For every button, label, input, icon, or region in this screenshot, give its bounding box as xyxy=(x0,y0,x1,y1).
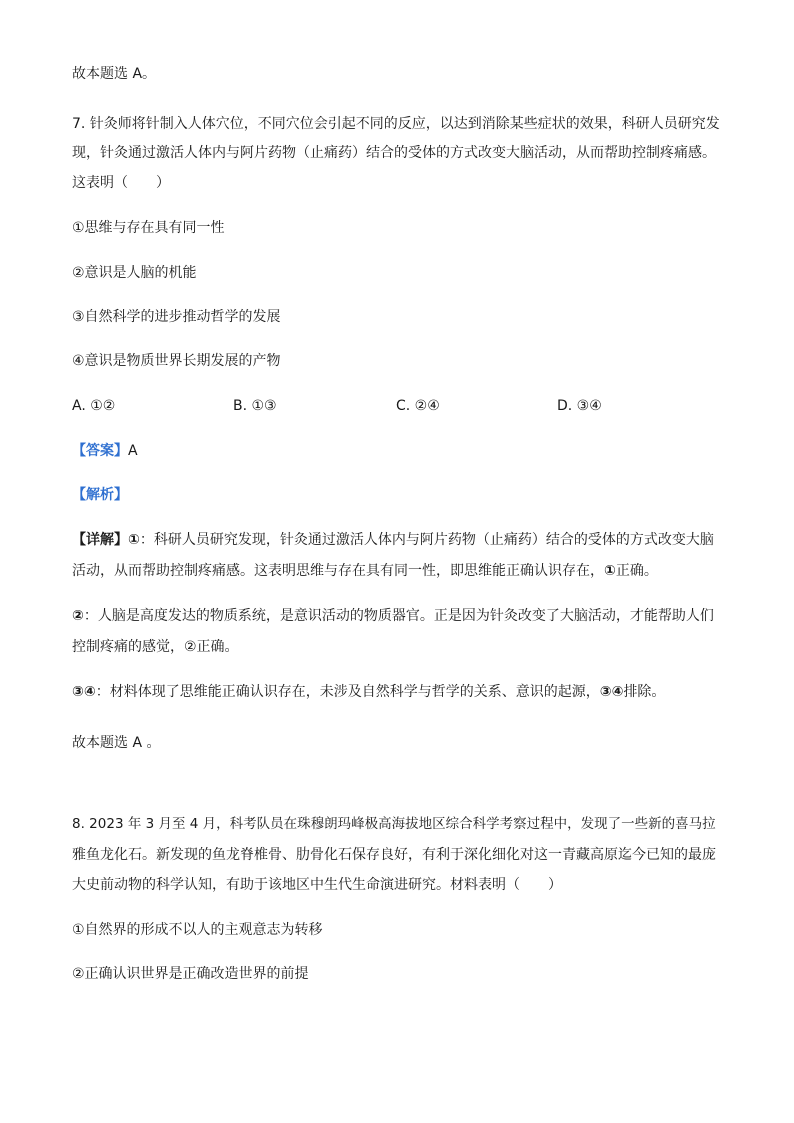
detail-1-text-2: 活动，从而帮助控制疼痛感。这表明思维与存在具有同一性，即思维能正确认识存在， xyxy=(72,563,604,579)
q8-statement-2: ②正确认识世界是正确改造世界的前提 xyxy=(72,966,309,982)
q7-option-d: D. ③④ xyxy=(557,398,602,414)
q8-stem-line-1: 8. 2023 年 3 月至 4 月，科考队员在珠穆朗玛峰极高海拔地区综合科学考察过程中，发现了一些新的喜马拉 xyxy=(72,816,716,832)
q7-statement-1: ①思维与存在具有同一性 xyxy=(72,220,225,236)
q7-stem-line-2: 现，针灸通过激活人体内与阿片药物（止痛药）结合的受体的方式改变大脑活动，从而帮助控制疼痛感。 xyxy=(72,145,716,161)
q7-detail-1-line-2 xyxy=(72,561,658,581)
q7-option-a: A. ①② xyxy=(72,398,116,414)
q7-answer xyxy=(72,441,138,461)
q7-analysis-heading xyxy=(72,485,128,505)
q7-statement-2: ②意识是人脑的机能 xyxy=(72,265,197,281)
q7-stem-line-3: 这表明（ ） xyxy=(72,175,170,191)
answer-tag: 【答案】 xyxy=(72,443,128,459)
q7-option-c: C. ②④ xyxy=(396,398,440,414)
q7-detail-2-line-1 xyxy=(72,606,714,626)
detail-2-marker: ② xyxy=(72,608,84,624)
q8-stem-line-2: 雅鱼龙化石。新发现的鱼龙脊椎骨、肋骨化石保存良好，有利于深化细化对这一青藏高原迄今已知的最庞 xyxy=(72,847,716,863)
detail-3-inline-mark: ③④ xyxy=(599,684,624,700)
detail-1-marker: ① xyxy=(128,532,140,548)
q7-statement-3: ③自然科学的进步推动哲学的发展 xyxy=(72,309,281,325)
q7-option-b: B. ①③ xyxy=(233,398,277,414)
detail-1-inline-mark: ① xyxy=(604,563,616,579)
q7-conclusion: 故本题选 A 。 xyxy=(72,735,161,751)
detail-tag: 【详解】 xyxy=(72,532,128,548)
q7-detail-1-line-1 xyxy=(72,530,714,550)
q7-detail-3 xyxy=(72,682,665,702)
q8-stem-line-3: 大史前动物的科学认知，有助于该地区中生代生命演进研究。材料表明（ ） xyxy=(72,877,562,893)
q7-statement-4: ④意识是物质世界长期发展的产物 xyxy=(72,353,281,369)
q8-statement-1: ①自然界的形成不以人的主观意志为转移 xyxy=(72,922,323,938)
detail-1-text-1: ：科研人员研究发现，针灸通过激活人体内与阿片药物（止痛药）结合的受体的方式改变大脑 xyxy=(139,532,714,548)
answer-value: A xyxy=(128,443,138,459)
detail-1-end: 正确。 xyxy=(615,563,658,579)
q7-detail-2-line-2: 控制疼痛的感觉，②正确。 xyxy=(72,639,239,655)
detail-3-end: 排除。 xyxy=(623,684,666,700)
detail-2-text-1: ：人脑是高度发达的物质系统，是意识活动的物质器官。正是因为针灸改变了大脑活动，才能帮助人们 xyxy=(83,608,714,624)
detail-3-text: ：材料体现了思维能正确认识存在，未涉及自然科学与哲学的关系、意识的起源， xyxy=(95,684,600,700)
previous-conclusion: 故本题选 A。 xyxy=(72,66,157,82)
analysis-tag: 【解析】 xyxy=(72,487,128,503)
q7-stem-line-1: 7. 针灸师将针制入人体穴位，不同穴位会引起不同的反应，以达到消除某些症状的效果，科研人员研究发 xyxy=(72,116,720,132)
detail-3-marker: ③④ xyxy=(72,684,96,700)
